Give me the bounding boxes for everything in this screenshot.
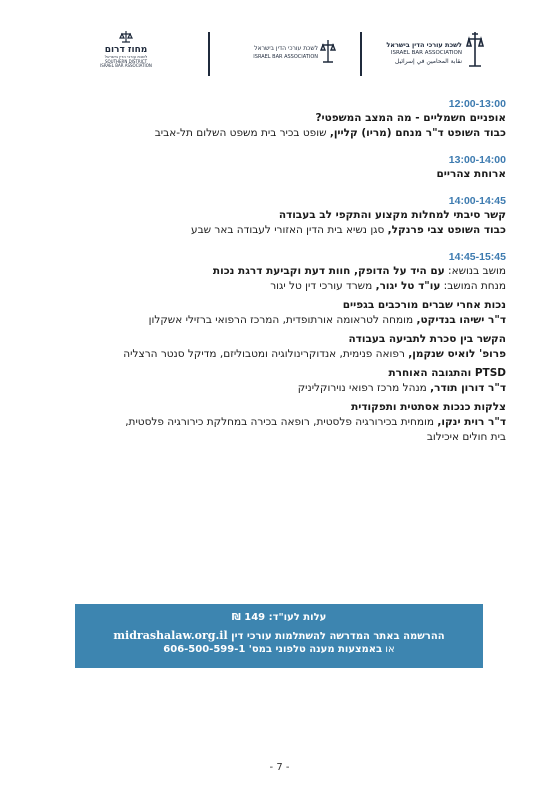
speaker-line <box>56 223 506 238</box>
header-logos <box>90 28 480 78</box>
talk-title: PTSD והתגובה האוחרת <box>388 367 506 379</box>
speaker-desc: שופט בכיר בית משפט השלום תל-אביב <box>154 127 330 139</box>
speaker-name: ד"ר ישיהו בנדיקט, <box>416 314 506 326</box>
logo-divider <box>208 32 210 76</box>
scales-icon <box>119 30 133 44</box>
moderator-desc: משרד עורכי דין טל יגור <box>270 280 376 292</box>
program-schedule <box>56 97 506 445</box>
speaker-name: כבוד השופט ד"ר מנחם (מריו) קליין, <box>329 127 506 139</box>
session-time: 14:00-14:45 <box>448 195 506 207</box>
logo-south-sub3: ISRAEL BAR ASSOCIATION <box>100 62 152 68</box>
logo-south-he: מחוז דרום <box>104 45 148 55</box>
speaker-desc: מנהל מרכז רפואי נוירוקליניק <box>297 382 431 394</box>
speaker-line <box>56 347 506 362</box>
logo-mid-en: ISRAEL BAR ASSOCIATION <box>253 54 318 60</box>
session-title: אופניים חשמליים - מה המצב המשפטי? <box>315 112 506 124</box>
moderator-prefix: מנחת המושב: <box>440 280 506 292</box>
logo-main-en: ISRAEL BAR ASSOCIATION <box>390 50 462 56</box>
speaker-line <box>56 415 506 430</box>
speaker-name: ד"ר רוית ינקו, <box>437 416 506 428</box>
topic-title: עם היד על הדופק, חוות דעת וקביעת דרגת נכות <box>212 265 445 277</box>
registration-or: או <box>382 644 395 655</box>
logo-south-sub1: לשכת עורכי הדין בישראל <box>104 54 148 60</box>
speaker-name: כבוד השופט צבי פרנקל, <box>387 224 506 236</box>
registration-fee: עלות לעו"ד: 149 ₪ <box>231 612 327 623</box>
logo-mid-he: לשכת עורכי הדין בישראל <box>254 45 318 52</box>
session-time: 13:00-14:00 <box>448 154 506 166</box>
logo-main-ar: نقابة المحامين في إسرائيل <box>395 58 462 65</box>
registration-box <box>75 604 483 668</box>
registration-line <box>75 629 483 642</box>
registration-text: ההרשמה באתר המדרשה להשתלמות עורכי דין <box>231 631 445 642</box>
talk-title: נכות אחרי שברים מורכבים בגפיים <box>342 299 506 311</box>
topic-prefix: מושב בנושא: <box>444 265 506 277</box>
logo-divider <box>360 32 362 76</box>
speaker-name: ד"ר דורון תודר, <box>430 382 506 394</box>
page-number: - 7 - <box>269 762 290 773</box>
speaker-desc: רפואה פנימית, אנדוקרינולוגיה ומטבוליזם, מדיקל סנטר הרצליה <box>123 348 409 360</box>
speaker-desc: מומחית בכירורגיה פלסטית, רופאה בכירה במחלקת כירורגיה פלסטית, <box>125 416 438 428</box>
session-time: 12:00-13:00 <box>448 98 506 110</box>
speaker-line <box>56 313 506 328</box>
speaker-desc: מומחה לטראומה אורתופדית, המרכז הרפואי ברזילי אשקלון <box>148 314 417 326</box>
logo-south-sub2: SOUTHERN DISTRICT <box>104 58 148 64</box>
session-time: 14:45-15:45 <box>448 251 506 263</box>
scales-icon <box>320 38 336 66</box>
logo-southern-district <box>90 30 162 68</box>
speaker-name: פרופ' לואיס שנקמן, <box>408 348 506 360</box>
speaker-desc-continued: בית חולים איכילוב <box>426 431 506 443</box>
speaker-line <box>56 126 506 141</box>
talk-title: הקשר בין סכרת לתביעה בעבודה <box>348 333 506 345</box>
scales-icon <box>466 30 484 70</box>
session-title: ארוחת צהריים <box>436 168 506 180</box>
registration-link[interactable]: midrashalaw.org.il <box>113 629 228 642</box>
registration-phone-line <box>75 644 483 655</box>
speaker-line <box>56 381 506 396</box>
session-topic-line <box>56 264 506 279</box>
moderator-name: עו"ד טל יגור, <box>375 280 441 292</box>
registration-phone: באמצעות מענה טלפוני במס' 606-500-599-1 <box>163 644 383 655</box>
session-title: קשר סיבתי למחלות מקצוע והתקפי לב בעבודה <box>278 209 506 221</box>
talk-title: צלקות כנכות אסתטית ותפקודית <box>351 401 506 413</box>
logo-bar-association-mid <box>236 38 336 74</box>
moderator-line <box>56 279 506 294</box>
logo-bar-association-main <box>374 28 484 76</box>
speaker-desc: סגן נשיא בית הדין האזורי לעבודה באר שבע <box>191 224 388 236</box>
logo-main-he: לשכת עורכי הדין בישראל <box>386 41 462 49</box>
